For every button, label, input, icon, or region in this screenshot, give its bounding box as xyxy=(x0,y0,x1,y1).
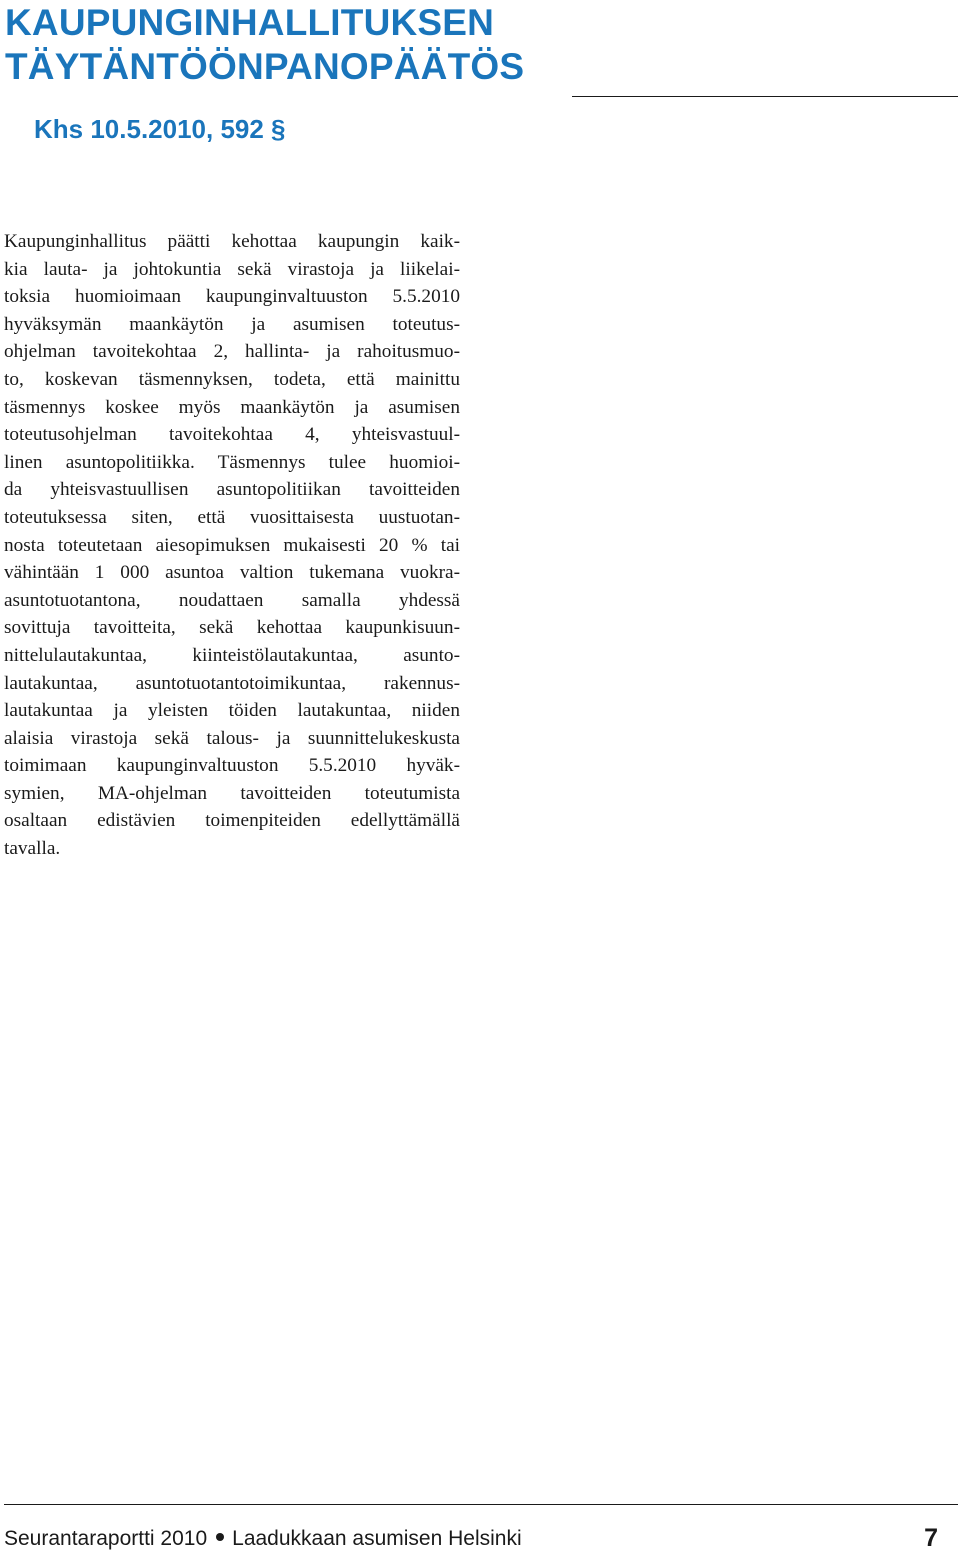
page-title xyxy=(5,1,524,89)
body-line: linen asuntopolitiikka. Täsmennys tulee huomioi- xyxy=(4,451,460,473)
body-line: ohjelman tavoitekohtaa 2, hallinta- ja rahoitusmuo- xyxy=(4,341,460,363)
body-line: toimimaan kaupunginvaltuuston 5.5.2010 hyväk- xyxy=(4,755,460,777)
body-line: lautakuntaa, asuntotuotantotoimikuntaa, rakennus- xyxy=(4,672,460,694)
body-line: vähintään 1 000 asuntoa valtion tukemana vuokra- xyxy=(4,562,460,584)
body-line: nittelulautakuntaa, kiinteistölautakuntaa, asunto- xyxy=(4,644,460,666)
footer-publication-title: Seurantaraportti 2010 xyxy=(4,1527,208,1550)
body-line: da yhteisvastuullisen asuntopolitiikan tavoitteiden xyxy=(4,479,460,501)
body-line: lautakuntaa ja yleisten töiden lautakuntaa, niiden xyxy=(4,700,460,722)
body-line: sovittuja tavoitteita, sekä kehottaa kaupunkisuun- xyxy=(4,617,460,639)
decision-reference: Khs 10.5.2010, 592 § xyxy=(34,114,286,144)
body-line: tavalla. xyxy=(4,838,61,860)
body-line: täsmennys koskee myös maankäytön ja asumisen xyxy=(4,396,460,418)
body-line: toteutusohjelman tavoitekohtaa 4, yhteisvastuul- xyxy=(4,424,460,446)
page-title-line-2: TÄYTÄNTÖÖNPANOPÄÄTÖS xyxy=(5,46,525,87)
body-line: toksia huomioimaan kaupunginvaltuuston 5.5.2010 xyxy=(4,286,460,308)
body-line: asuntotuotantona, noudattaen samalla yhdessä xyxy=(4,589,460,611)
title-divider xyxy=(572,96,958,97)
footer-publication xyxy=(4,1524,522,1554)
body-line: Kaupunginhallitus päätti kehottaa kaupungin kaik- xyxy=(4,231,460,252)
body-line: kia lauta- ja johtokuntia sekä virastoja ja liikelai- xyxy=(4,258,460,280)
footer-divider xyxy=(4,1504,958,1505)
page-number: 7 xyxy=(924,1524,938,1552)
body-line: symien, MA-ohjelman tavoitteiden toteutumista xyxy=(4,782,460,804)
body-line: nosta toteutetaan aiesopimuksen mukaisesti 20 % tai xyxy=(4,534,460,556)
body-line: to, koskevan täsmennyksen, todeta, että mainittu xyxy=(4,368,460,390)
body-line: osaltaan edistävien toimenpiteiden edellyttämällä xyxy=(4,810,460,832)
bullet-separator-icon xyxy=(216,1533,224,1541)
body-line: toteutuksessa siten, että vuosittaisesta uustuotan- xyxy=(4,506,460,528)
body-line: hyväksymän maankäytön ja asumisen toteutus- xyxy=(4,313,460,335)
footer-series-title: Laadukkaan asumisen Helsinki xyxy=(232,1527,522,1550)
body-line: alaisia virastoja sekä talous- ja suunnittelukeskusta xyxy=(4,727,460,749)
page-title-line-1: KAUPUNGINHALLITUKSEN xyxy=(5,2,495,43)
body-paragraph xyxy=(4,228,460,863)
